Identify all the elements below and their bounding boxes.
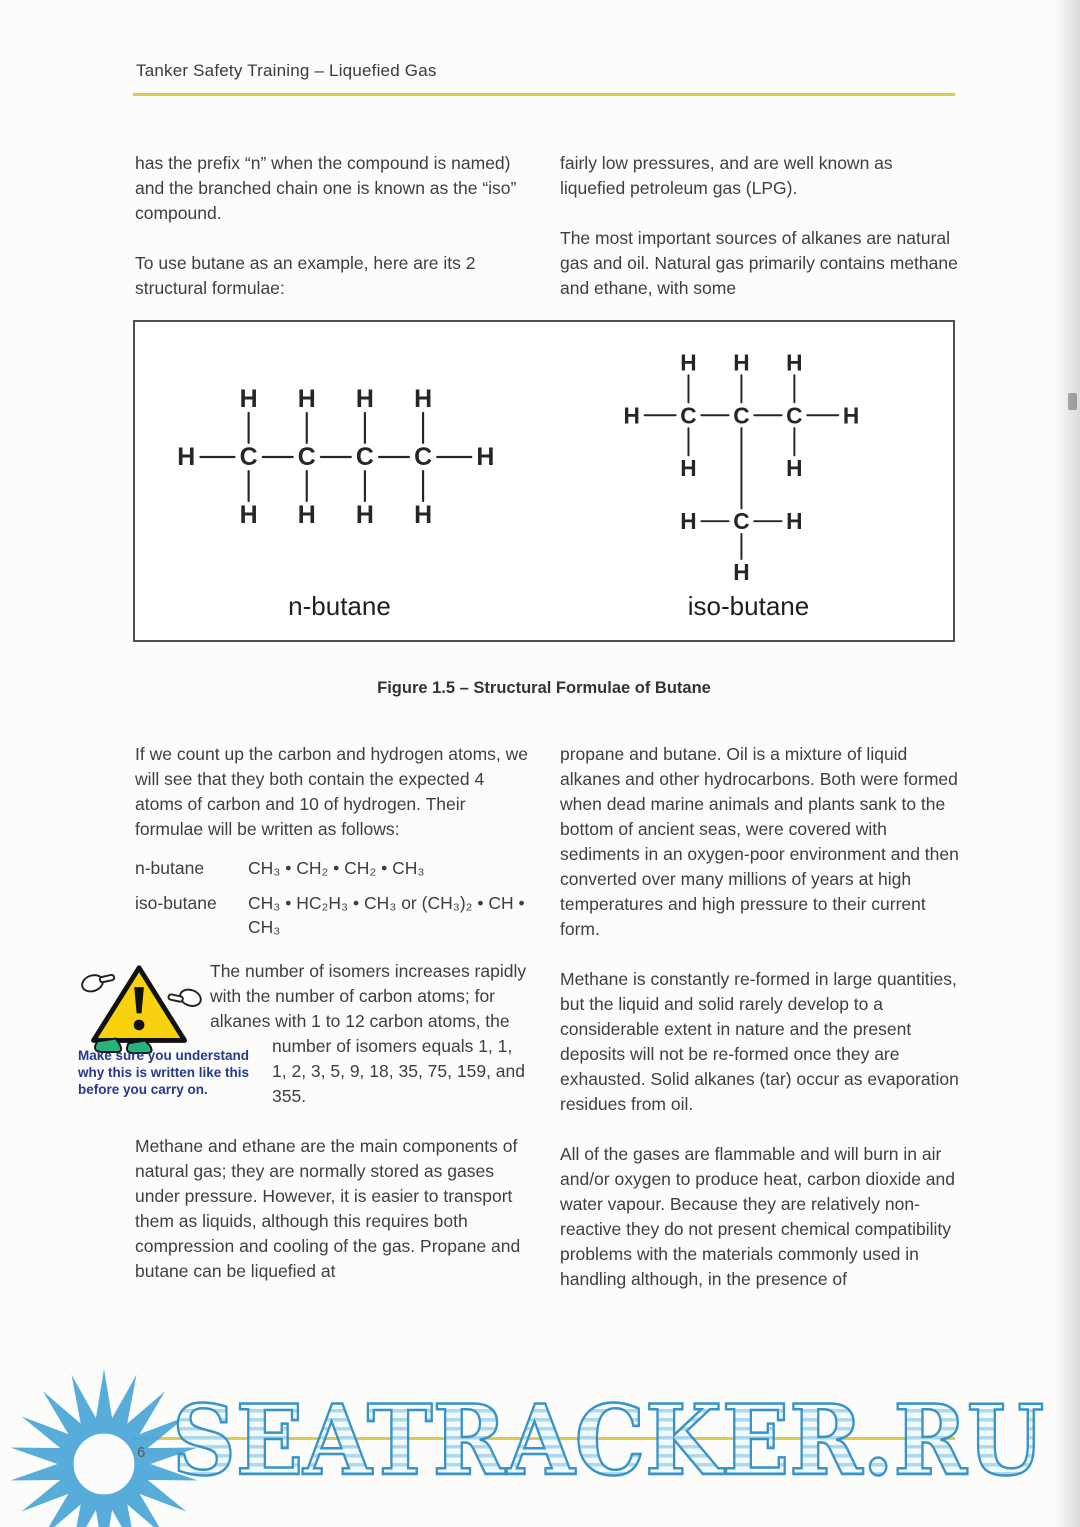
main-columns: [78, 742, 960, 1317]
header-rule: [133, 93, 955, 96]
paragraph: fairly low pressures, and are well known as liquefied petroleum gas (LPG).: [560, 153, 893, 198]
svg-text:H: H: [355, 384, 374, 413]
svg-text:H: H: [785, 455, 803, 482]
svg-text:H: H: [679, 349, 697, 376]
warning-note-wrap: [78, 1041, 272, 1129]
main-left-column: [78, 742, 530, 1317]
svg-text:H: H: [623, 402, 640, 429]
svg-text:C: C: [732, 508, 750, 535]
figure-caption: Figure 1.5 – Structural Formulae of Butane: [377, 679, 711, 697]
warning-section: [78, 959, 530, 1284]
paragraph: If we count up the carbon and hydrogen atoms, we will see that they both contain the expected 4 atoms of carbon and 10 of hydrogen. Their formulae will be written as follows:: [135, 744, 529, 839]
svg-text:C: C: [413, 442, 432, 471]
molecule-iso-butane: [544, 322, 953, 640]
binding-shadow: [1054, 0, 1080, 1527]
paragraph-isomers: The number of isomers increases rapidly with the number of carbon atoms; for alkanes with 1 to 12 carbon atoms, the number of isomers equals 1, 1, 1, 2, 3, 5, 9, 18, 35, 75, 159, and 355.: [210, 961, 527, 1106]
svg-text:C: C: [297, 442, 316, 471]
paragraph: All of the gases are flammable and will burn in air and/or oxygen to produce heat, carbon dioxide and water vapour. Because they are relatively non-reactive they do not present chemical compatibility problems with the materials commonly used in handling although, in the presence of: [560, 1144, 956, 1289]
svg-text:H: H: [355, 500, 374, 529]
svg-text:H: H: [679, 455, 697, 482]
svg-text:C: C: [355, 442, 374, 471]
main-right-column: [560, 742, 960, 1317]
svg-text:H: H: [176, 442, 195, 471]
iso-butane-structure: [605, 322, 893, 591]
watermark-text: SEATRACKER.RU: [172, 1386, 1044, 1497]
svg-text:C: C: [732, 402, 750, 429]
page-number: 6: [137, 1444, 146, 1461]
formula-name: iso-butane: [135, 893, 217, 913]
svg-text:H: H: [413, 384, 432, 413]
intro-columns: [135, 151, 960, 326]
page-edge-mark: [1068, 393, 1077, 410]
svg-text:H: H: [785, 349, 803, 376]
svg-text:H: H: [732, 558, 750, 585]
paragraph: Methane is constantly re-formed in large quantities, but the liquid and solid rarely develop to a considerable extent in nature and the present deposits will not be re-formed once they are exhausted. Solid alkanes (tar) occur as evaporation residues from oil.: [560, 969, 959, 1114]
svg-text:H: H: [239, 500, 258, 529]
n-butane-label: n-butane: [288, 591, 391, 621]
paragraph: has the prefix “n” when the compound is named) and the branched chain one is known as the “iso” compound.: [135, 153, 517, 223]
svg-text:H: H: [842, 402, 859, 429]
iso-butane-diagram: [605, 326, 893, 587]
svg-text:C: C: [239, 442, 258, 471]
intro-left-column: [135, 151, 530, 326]
svg-text:H: H: [732, 349, 750, 376]
svg-text:H: H: [239, 384, 258, 413]
n-butane-structure: [157, 322, 523, 591]
n-butane-diagram: [157, 349, 523, 565]
warning-icon: [78, 959, 210, 1041]
svg-text:H: H: [785, 508, 803, 535]
svg-text:H: H: [297, 500, 316, 529]
svg-text:C: C: [785, 402, 803, 429]
formula-value: CH₃ • HC₂H₃ • CH₃ or (CH₃)₂ • CH • CH₃: [248, 893, 525, 937]
formula-name: n-butane: [135, 858, 205, 878]
svg-text:H: H: [297, 384, 316, 413]
warning-note: Make sure you understand why this is written like this before you carry on.: [78, 1048, 250, 1097]
figure-structural-formulae: [133, 320, 955, 642]
svg-text:C: C: [679, 402, 697, 429]
paragraph: To use butane as an example, here are its 2 structural formulae:: [135, 253, 476, 298]
formula-value: CH₃ • CH₂ • CH₂ • CH₃: [248, 858, 425, 878]
paragraph: propane and butane. Oil is a mixture of liquid alkanes and other hydrocarbons. Both were formed when dead marine animals and plants sank to the bottom of ancient seas, were covered with sediments in an oxygen-poor environment and then converted over many millions of years at high temperatures and high pressure to their current form.: [560, 744, 959, 939]
intro-right-column: [560, 151, 960, 326]
paragraph: Methane and ethane are the main components of natural gas; they are normally stored as gases under pressure. However, it is easier to transport them as liquids, although this requires both compression and cooling of the gas. Propane and butane can be liquefied at: [135, 1136, 521, 1281]
svg-text:H: H: [679, 508, 697, 535]
formula-row-iso-butane: [135, 891, 530, 939]
svg-text:H: H: [413, 500, 432, 529]
iso-butane-label: iso-butane: [687, 591, 810, 621]
molecule-n-butane: [135, 322, 544, 640]
watermark: [172, 1386, 1052, 1503]
svg-text:H: H: [475, 442, 494, 471]
paragraph: The most important sources of alkanes are natural gas and oil. Natural gas primarily contains methane and ethane, with some: [560, 228, 958, 298]
formula-row-n-butane: [135, 856, 530, 880]
page-header: Tanker Safety Training – Liquefied Gas: [136, 61, 437, 80]
